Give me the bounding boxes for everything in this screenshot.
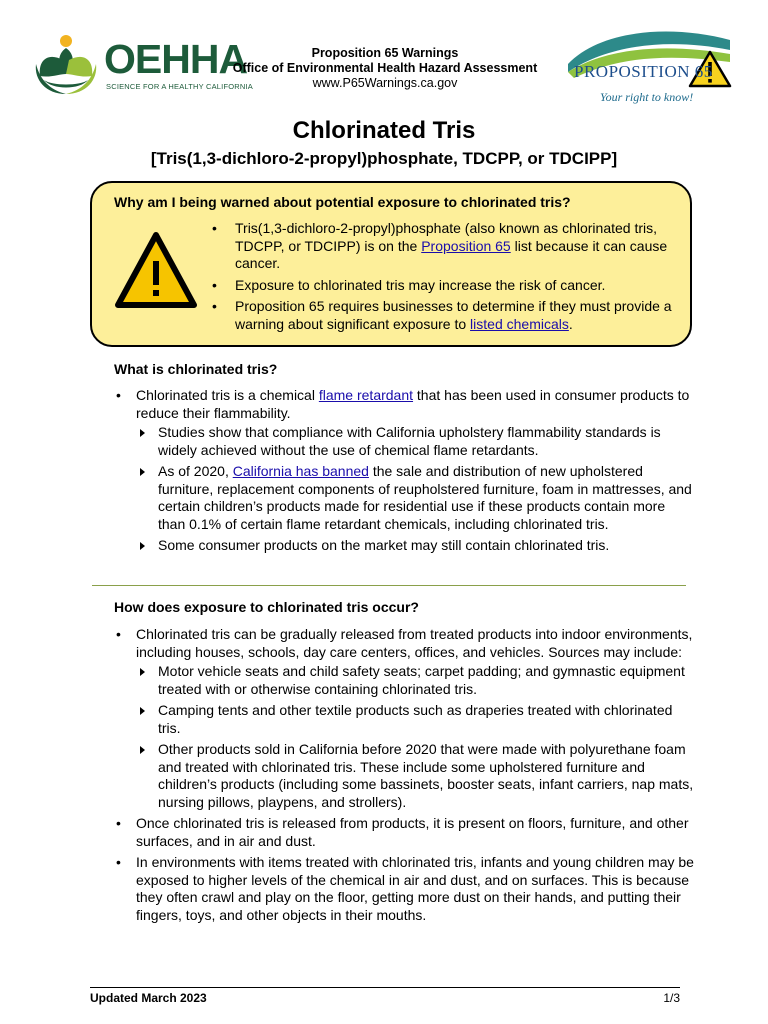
section2-subitem-3: Other products sold in California before 2020 that were made with polyurethane foam and treated with chlorinated tris. These include some upholstered furniture and children’s products (including some bassinets, booster seats, infant carriers, nap mats, nursing pillows, playpens, and strollers). [136,741,694,811]
page-title: Chlorinated Tris [292,117,476,144]
header-website: www.P65Warnings.ca.gov [312,76,458,90]
warning-triangle-icon [114,231,198,309]
p65-logo-text: PROPOSITION 65 [574,62,713,81]
header-info [230,46,540,91]
warning-bullet-3-text-b: . [568,315,573,332]
warning-box [90,181,692,347]
oehha-tagline: SCIENCE FOR A HEALTHY CALIFORNIA [106,82,253,91]
header-line-1: Proposition 65 Warnings [311,46,459,60]
section-heading-what-is: What is chlorinated tris? [114,361,278,377]
warning-bullet-1-text-a: Tris(1,3-dichloro-2-propyl)phosphate (also known as chlorinated tris, TDCPP, or TDCIPP) is on the [235,220,658,254]
warning-bullet-1 [210,220,680,273]
warning-bullet-2: • Exposure to chlorinated tris may increase the risk of cancer. [210,277,680,295]
warning-bullet-3 [210,298,680,333]
section1-subitem-2 [136,463,694,533]
section-divider [92,585,686,586]
warning-bullet-3-text-a: Proposition 65 requires businesses to determine if they must provide a warning about significant exposure to [235,298,672,332]
warning-bullet-1-text-b: list because it can cause cancer. [235,237,668,271]
section-heading-exposure: How does exposure to chlorinated tris occur? [114,599,419,615]
oehha-logo [30,30,253,100]
warning-question: Why am I being warned about potential exposure to chlorinated tris? [114,194,571,210]
oehha-leaf-icon [30,30,102,100]
oehha-logo-text: OEHHA [104,36,248,82]
footer-updated-date: Updated March 2023 [90,991,207,1005]
section2-bullet-3: • In environments with items treated with chlorinated tris, infants and young children may be exposed to higher levels of the chemical in air and dust, and on surfaces. This is because they often crawl and play on the floor, getting more dust on their hands, and putting their fingers, toys, and other objects in their mouths. [114,854,694,924]
section2-bullet-1-text: Chlorinated tris can be gradually released from treated products into indoor environments, including houses, schools, day care centers, offices, and vehicles. Sources may include: [136,626,693,660]
section2-subitem-1: Motor vehicle seats and child safety seats; carpet padding; and gymnastic equipment treated with or otherwise containing chlorinated tris. [136,663,694,698]
section1-bullet-1-text-a: Chlorinated tris is a chemical [136,387,319,403]
section1-sublist [136,424,694,555]
header-line-2: Office of Environmental Health Hazard Assessment [232,61,538,75]
proposition-65-logo [560,22,740,112]
section2-subitem-2: Camping tents and other textile products such as draperies treated with chlorinated tris. [136,702,694,737]
listed-chemicals-link[interactable]: listed chemicals [470,315,569,332]
section1-list [114,387,694,559]
section1-subitem-1: Studies show that compliance with California upholstery flammability standards is widely achieved without the use of chemical flame retardants. [136,424,694,459]
footer-page-number: 1/3 [663,991,680,1005]
section2-bullet-1 [114,626,694,811]
section1-subitem-2-text-b: the sale and distribution of new upholstered furniture, replacement components of reupholstered furniture, foam in mattresses, and certain children’s products made for residential use if these products contain more than 0.1% of certain flame retardant chemicals, including chlorinated tris. [158,463,692,532]
proposition-65-link[interactable]: Proposition 65 [421,237,511,254]
section2-list [114,626,694,928]
p65-tagline: Your right to know! [600,90,694,104]
flame-retardant-link[interactable]: flame retardant [318,387,414,403]
section1-bullet-1-text-b: that has been used in consumer products to reduce their flammability. [136,387,690,421]
section2-sublist [136,663,694,811]
california-has-banned-link[interactable]: California has banned [232,463,369,479]
warning-bullets [210,220,680,337]
section1-bullet-1 [114,387,694,555]
section1-subitem-2-text-a: As of 2020, [158,463,233,479]
page-subtitle: [Tris(1,3-dichloro-2-propyl)phosphate, TDCPP, or TDCIPP] [150,149,618,168]
section2-bullet-2: • Once chlorinated tris is released from products, it is present on floors, furniture, and other surfaces, and in air and dust. [114,815,694,850]
section1-subitem-3: Some consumer products on the market may still contain chlorinated tris. [136,537,694,555]
footer-rule [90,987,680,988]
